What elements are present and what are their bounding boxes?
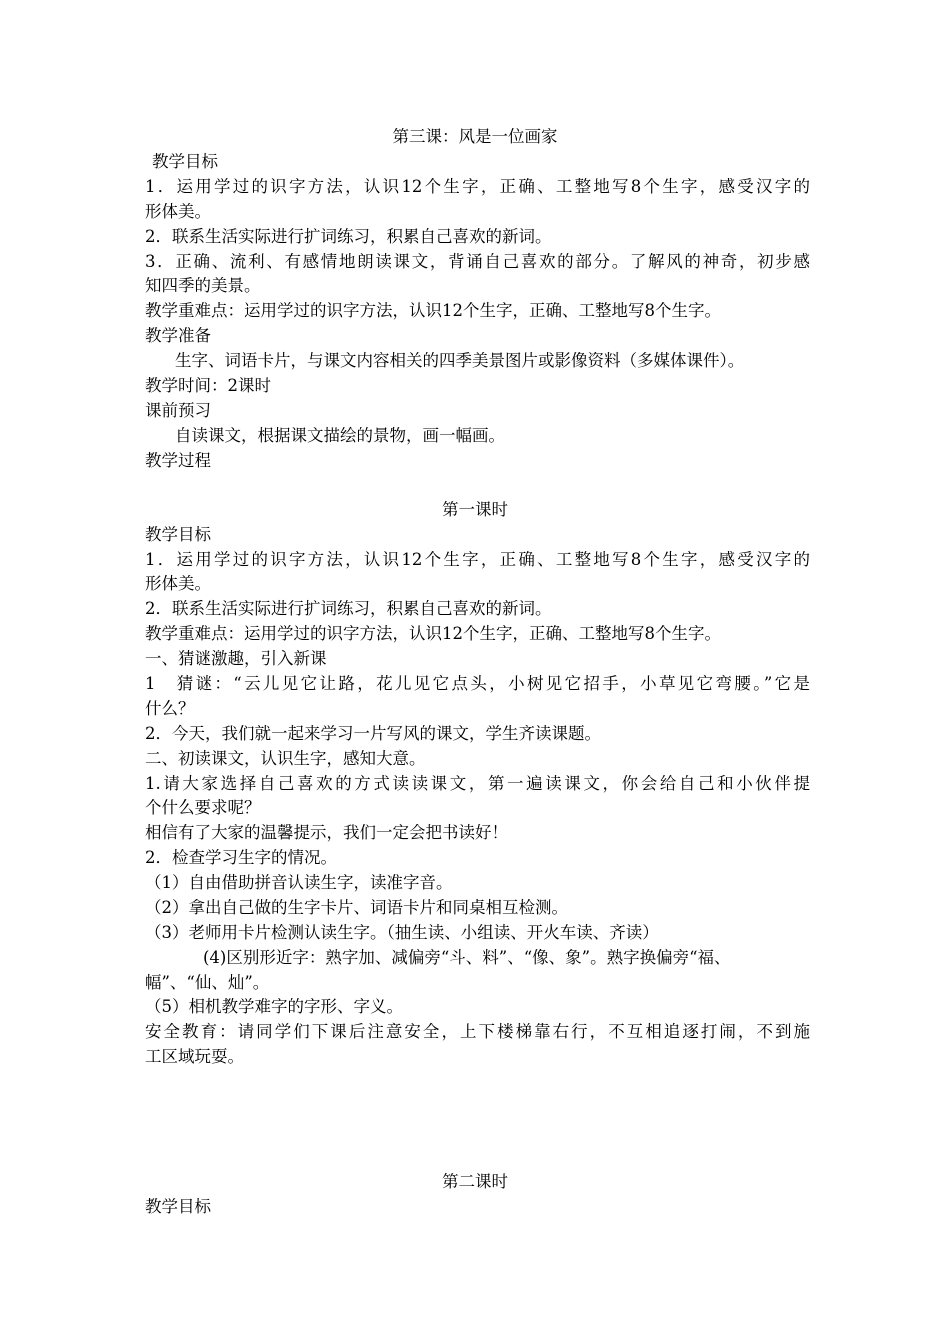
period-1-goals-heading: 教学目标 xyxy=(145,525,211,544)
section-1-heading: 一、猜谜激趣，引入新课 xyxy=(145,649,327,668)
step-2: 2．今天，我们就一起来学习一片写风的课文，学生齐读课题。 xyxy=(145,724,601,743)
preview-heading: 课前预习 xyxy=(145,401,211,420)
sub-step-5: （5）相机教学难字的字形、字义。 xyxy=(145,997,403,1016)
period-1-title: 第一课时 xyxy=(442,500,508,519)
goal-3-line-2: 知四季的美景。 xyxy=(145,276,261,295)
period-2-goals-heading: 教学目标 xyxy=(145,1197,211,1216)
goal-2: 2．联系生活实际进行扩词练习，积累自己喜欢的新词。 xyxy=(145,227,552,246)
preview-text: 自读课文，根据课文描绘的景物，画一幅画。 xyxy=(175,426,505,445)
teaching-time: 教学时间：2课时 xyxy=(145,376,271,395)
key-points: 教学重难点：运用学过的识字方法，认识12个生字，正确、工整地写8个生字。 xyxy=(145,301,721,320)
sub-step-1: （1）自由借助拼音认读生字，读准字音。 xyxy=(145,873,453,892)
process-heading: 教学过程 xyxy=(145,451,211,470)
lesson-title: 第三课：风是一位画家 xyxy=(392,127,558,146)
read-line-2: 个什么要求呢？ xyxy=(145,798,261,817)
goal-1-line-2: 形体美。 xyxy=(145,202,211,221)
goal-3-line-1: 3．正确、流利、有感情地朗读课文，背诵自己喜欢的部分。了解风的神奇，初步感 xyxy=(145,252,810,271)
read-line-1: 1.请大家选择自己喜欢的方式读读课文，第一遍读课文，你会给自己和小伙伴提 xyxy=(145,774,810,793)
check-step: 2．检查学习生字的情况。 xyxy=(145,848,337,867)
period-2-title: 第二课时 xyxy=(442,1172,508,1191)
riddle-line-1: 1 猜谜：“云儿见它让路，花儿见它点头，小树见它招手，小草见它弯腰。”它是 xyxy=(145,674,810,693)
prep-heading: 教学准备 xyxy=(145,326,211,345)
safety-line-1: 安全教育：请同学们下课后注意安全，上下楼梯靠右行，不互相追逐打闹，不到施 xyxy=(145,1022,810,1041)
period-1-goal-1-line-1: 1．运用学过的识字方法，认识12个生字，正确、工整地写8个生字，感受汉字的 xyxy=(145,550,810,569)
safety-line-2: 工区域玩耍。 xyxy=(145,1047,244,1066)
encourage-text: 相信有了大家的温馨提示，我们一定会把书读好！ xyxy=(145,823,508,842)
period-1-goal-1-line-2: 形体美。 xyxy=(145,574,211,593)
sub-step-2: （2）拿出自己做的生字卡片、词语卡片和同桌相互检测。 xyxy=(145,898,568,917)
period-1-goal-2: 2．联系生活实际进行扩词练习，积累自己喜欢的新词。 xyxy=(145,599,552,618)
sub-step-3: （3）老师用卡片检测认读生字。（抽生读、小组读、开火车读、齐读） xyxy=(145,923,659,942)
period-1-key-points: 教学重难点：运用学过的识字方法，认识12个生字，正确、工整地写8个生字。 xyxy=(145,624,721,643)
goals-heading: 教学目标 xyxy=(152,152,218,171)
sub-step-4-line-2: 幅”、“仙、灿”。 xyxy=(145,973,270,992)
goal-1-line-1: 1．运用学过的识字方法，认识12个生字，正确、工整地写8个生字，感受汉字的 xyxy=(145,177,810,196)
section-2-heading: 二、初读课文，认识生字，感知大意。 xyxy=(145,749,426,768)
riddle-line-2: 什么？ xyxy=(145,699,195,718)
prep-text: 生字、词语卡片，与课文内容相关的四季美景图片或影像资料（多媒体课件）。 xyxy=(175,351,745,370)
sub-step-4-line-1: (4)区别形近字：熟字加、减偏旁“斗、料”、“像、象”。熟字换偏旁“福、 xyxy=(203,948,731,967)
